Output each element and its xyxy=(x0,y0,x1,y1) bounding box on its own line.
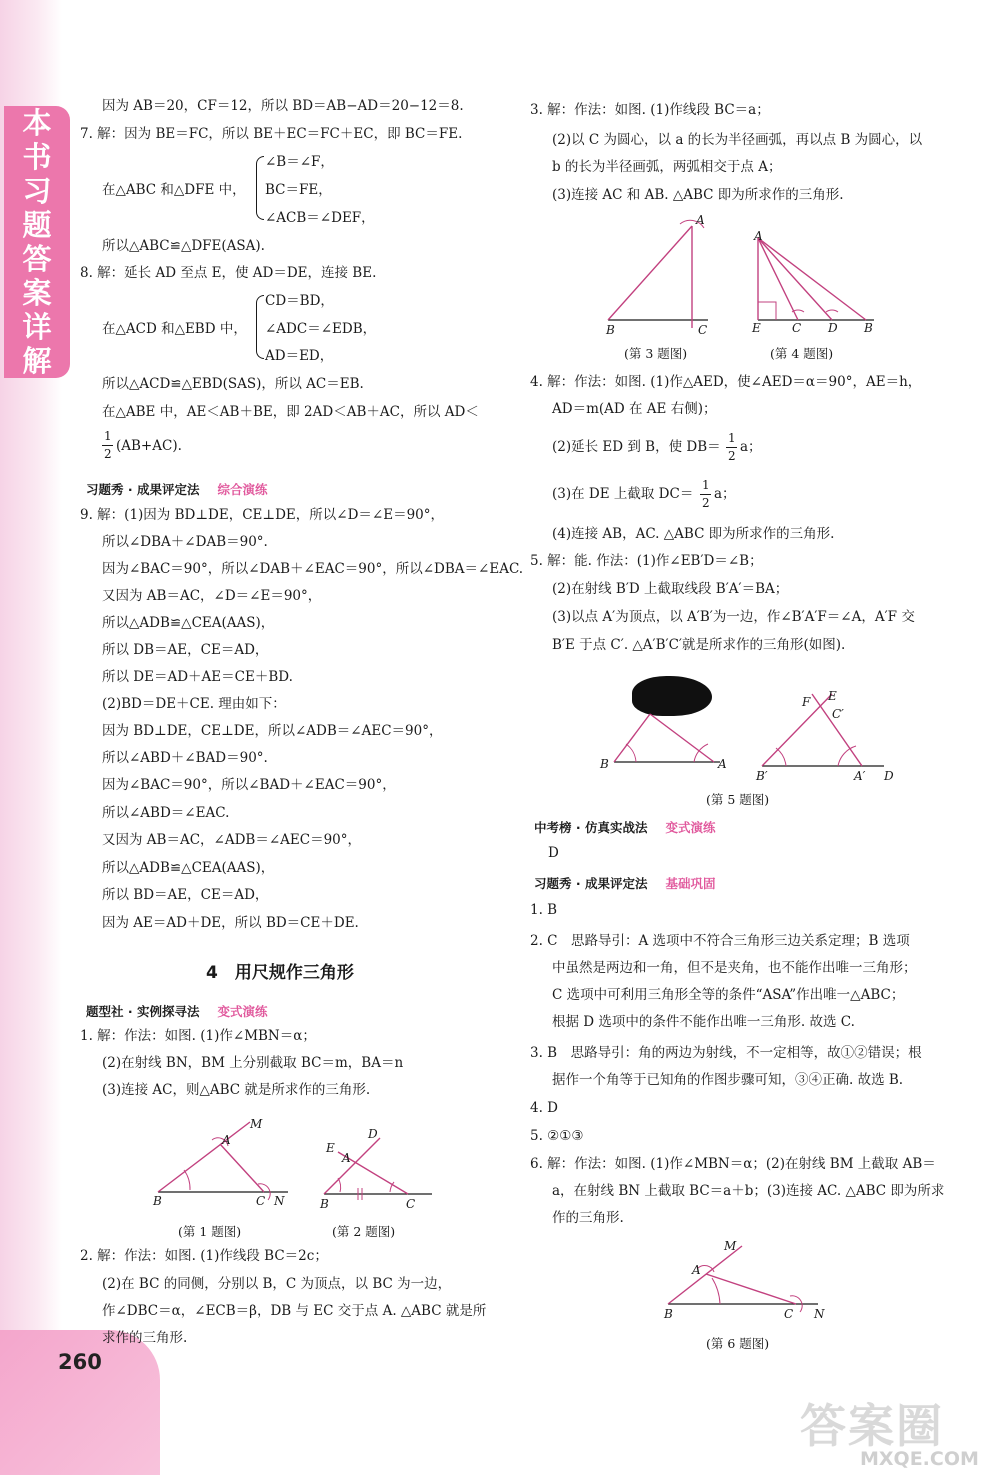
vertex-label: D xyxy=(884,769,894,783)
figure-5-right xyxy=(752,690,902,790)
text-line: 6. 解：作法：如图. (1)作∠MBN＝α；(2)在射线 BM 上截取 AB＝ xyxy=(530,1156,936,1172)
text-line: ∠ACB＝∠DEF， xyxy=(265,210,375,226)
vertex-label: D xyxy=(368,1127,378,1141)
text-line: 作的三角形. xyxy=(552,1210,624,1226)
text-line: (2)在 BC 的同侧，分别以 B，C 为顶点，以 BC 为一边， xyxy=(102,1276,452,1292)
text-line: 在△ABE 中，AE＜AB＋BE，即 2AD＜AB＋AC，所以 AD＜ xyxy=(102,404,479,420)
fraction-numerator: 1 xyxy=(728,431,736,445)
text-line: b 的长为半径画弧，两弧相交于点 A； xyxy=(552,159,782,175)
fraction-numerator: 1 xyxy=(104,429,112,443)
text-line: 所以△ACD≌△EBD(SAS)，所以 AC＝EB. xyxy=(102,376,364,392)
figure-caption: (第 2 题图) xyxy=(332,1224,396,1239)
figure-caption: (第 1 题图) xyxy=(178,1224,242,1239)
vertex-label: N xyxy=(814,1307,825,1321)
text-line: 因为 AE＝AD＋DE，所以 BD＝CE＋DE. xyxy=(102,915,359,931)
text-line: 所以∠ABD＝∠EAC. xyxy=(102,805,230,821)
tab-char: 案 xyxy=(22,276,52,310)
text-line: 1. B xyxy=(530,902,558,918)
text-line: CD＝BD， xyxy=(265,293,334,309)
text-line: (2)以 C 为圆心，以 a 的长为半径画弧，再以点 B 为圆心，以 xyxy=(552,132,923,148)
text-line: (AB+AC). xyxy=(116,438,182,454)
vertex-label: A xyxy=(222,1133,231,1147)
fraction-denominator: 2 xyxy=(702,496,710,510)
text-line: 求作的三角形. xyxy=(102,1330,188,1346)
tab-char: 习 xyxy=(22,174,52,208)
text-line: 因为 AB＝20，CF＝12，所以 BD＝AB−AD＝20−12＝8. xyxy=(102,98,464,114)
text-line: a； xyxy=(714,486,736,502)
text-line: 所以 DB＝AE，CE＝AD， xyxy=(102,642,269,658)
text-line: 所以 DE＝AD＋AE＝CE＋BD. xyxy=(102,669,293,685)
text-line: (3)连接 AC 和 AB. △ABC 即为所求作的三角形. xyxy=(552,187,844,203)
vertex-label: E xyxy=(828,689,837,703)
text-line: AD＝ED， xyxy=(265,348,334,364)
fraction-denominator: 2 xyxy=(728,449,736,463)
fraction-denominator: 2 xyxy=(104,447,112,461)
figure-caption: (第 4 题图) xyxy=(770,346,834,361)
sidebar-tab xyxy=(4,106,70,378)
text-line: a，在射线 BN 上截取 BC＝a＋b；(3)连接 AC. △ABC 即为所求 xyxy=(552,1183,945,1199)
vertex-label: E xyxy=(752,321,761,335)
text-line: (3)以点 A′为顶点，以 A′B′为一边，作∠B′A′F＝∠A，A′F 交 xyxy=(552,609,915,625)
text-line: 9. 解：(1)因为 BD⊥DE，CE⊥DE，所以∠D＝∠E＝90°， xyxy=(80,507,444,523)
section-title: 4 用尺规作三角形 xyxy=(206,963,354,983)
text-line: 8. 解：延长 AD 至点 E，使 AD＝DE，连接 BE. xyxy=(80,265,377,281)
text-line: 又因为 AB＝AC，∠D＝∠E＝90°， xyxy=(102,588,322,604)
section-header: 习题秀 · 成果评定法 基础巩固 xyxy=(534,876,716,891)
vertex-label: A xyxy=(692,1263,701,1277)
text-line: 因为∠BAC＝90°，所以∠BAD＋∠EAC＝90°， xyxy=(102,777,396,793)
vertex-label: A xyxy=(342,1151,351,1165)
text-line: 4. 解：作法：如图. (1)作△AED，使∠AED＝α＝90°，AE＝h， xyxy=(530,374,922,390)
vertex-label: B xyxy=(864,321,873,335)
text-line: 所以△ADB≌△CEA(AAS)， xyxy=(102,615,275,631)
figure-3 xyxy=(600,212,720,337)
text-line: 所以∠DBA＋∠DAB＝90°. xyxy=(102,534,268,550)
text-line: 4. D xyxy=(530,1100,558,1116)
brace xyxy=(256,295,264,359)
brace xyxy=(256,156,264,220)
vertex-label: C xyxy=(406,1197,416,1211)
page-number: 260 xyxy=(58,1350,102,1374)
text-line: 所以△ADB≌△CEA(AAS)， xyxy=(102,860,275,876)
watermark-url: MXQE.COM xyxy=(860,1448,979,1470)
text-line: ∠ADC＝∠EDB， xyxy=(265,321,377,337)
vertex-label: D xyxy=(828,321,838,335)
figure-caption: (第 6 题图) xyxy=(706,1336,770,1351)
text-line: D xyxy=(548,845,559,861)
figure-1 xyxy=(150,1110,300,1208)
text-line: 根据 D 选项中的条件不能作出唯一三角形. 故选 C. xyxy=(552,1014,855,1030)
figure-5-left xyxy=(598,708,738,780)
watermark: 答案圈 xyxy=(800,1399,944,1453)
vertex-label: B′ xyxy=(756,769,768,783)
text-line: 作∠DBC＝α，∠ECB＝β，DB 与 EC 交于点 A. △ABC 就是所 xyxy=(102,1303,487,1319)
vertex-label: C′ xyxy=(832,707,844,721)
text-line: 7. 解：因为 BE＝FC，所以 BE＋EC＝FC＋EC，即 BC＝FE. xyxy=(80,126,463,142)
text-line: 3. B 思路导引：角的两边为射线，不一定相等，故①②错误；根 xyxy=(530,1045,922,1061)
text-line: 据作一个角等于已知角的作图步骤可知，③④正确. 故选 B. xyxy=(552,1072,904,1088)
text-line: AD＝m(AD 在 AE 右侧)； xyxy=(552,401,717,417)
text-line: 在△ACD 和△EBD 中， xyxy=(102,321,247,337)
vertex-label: N xyxy=(274,1194,285,1208)
vertex-label: F xyxy=(802,695,811,709)
vertex-label: B xyxy=(606,323,615,337)
vertex-label: C xyxy=(784,1307,794,1321)
text-line: (4)连接 AB，AC. △ABC 即为所求作的三角形. xyxy=(552,526,835,542)
vertex-label: B xyxy=(664,1307,673,1321)
text-line: B′E 于点 C′. △A′B′C′就是所求作的三角形(如图). xyxy=(552,637,846,653)
vertex-label: A xyxy=(754,229,763,243)
text-line: 中虽然是两边和一角，但不是夹角，也不能作出唯一三角形； xyxy=(552,960,917,976)
vertex-label: B xyxy=(320,1197,329,1211)
tab-char: 题 xyxy=(22,208,52,242)
figure-caption: (第 3 题图) xyxy=(624,346,688,361)
text-line: 所以△ABC≌△DFE(ASA). xyxy=(102,238,265,254)
text-line: 因为∠BAC＝90°，所以∠DAB＋∠EAC＝90°，所以∠DBA＝∠EAC. xyxy=(102,561,524,577)
tab-char: 详 xyxy=(22,310,52,344)
tab-char: 本 xyxy=(22,106,52,140)
text-line: 又因为 AB＝AC，∠ADB＝∠AEC＝90°， xyxy=(102,832,362,848)
text-line: 1. 解：作法：如图. (1)作∠MBN＝α； xyxy=(80,1028,316,1044)
section-header: 习题秀 · 成果评定法 综合演练 xyxy=(86,482,268,497)
figure-4 xyxy=(748,226,883,336)
vertex-label: A xyxy=(696,213,705,227)
section-header: 题型社 · 实例探寻法 变式演练 xyxy=(86,1004,268,1019)
tab-char: 答 xyxy=(22,242,52,276)
text-line: BC＝FE， xyxy=(265,182,332,198)
vertex-label: M xyxy=(250,1117,263,1131)
text-line: 5. ②①③ xyxy=(530,1128,584,1144)
text-line: 2. C 思路导引：A 选项中不符合三角形三边关系定理；B 选项 xyxy=(530,933,910,949)
tab-char: 书 xyxy=(22,140,52,174)
figure-2 xyxy=(318,1122,438,1211)
text-line: 因为 BD⊥DE，CE⊥DE，所以∠ADB＝∠AEC＝90°， xyxy=(102,723,443,739)
text-line: (2)在射线 BN，BM 上分别截取 BC＝m，BA＝n xyxy=(102,1055,404,1071)
vertex-label: A′ xyxy=(854,769,866,783)
vertex-label: B xyxy=(600,757,609,771)
text-line: 所以∠ABD＋∠BAD＝90°. xyxy=(102,750,268,766)
vertex-label: B xyxy=(153,1194,162,1208)
text-line: 5. 解：能. 作法：(1)作∠EB′D＝∠B； xyxy=(530,553,763,569)
vertex-label: M xyxy=(724,1239,737,1253)
text-line: 3. 解：作法：如图. (1)作线段 BC＝a； xyxy=(530,102,770,118)
text-line: ∠B＝∠F， xyxy=(265,154,334,170)
text-line: C 选项中可利用三角形全等的条件“ASA”作出唯一△ABC； xyxy=(552,987,905,1003)
section-header: 中考榜 · 仿真实战法 变式演练 xyxy=(534,820,716,835)
text-line: (2)在射线 B′D 上截取线段 B′A′＝BA； xyxy=(552,581,789,597)
text-line: 所以 BD＝AE，CE＝AD， xyxy=(102,887,269,903)
text-line: (2)BD＝DE＋CE. 理由如下： xyxy=(102,696,286,712)
text-line: a； xyxy=(740,439,762,455)
text-line: (2)延长 ED 到 B，使 DB＝ xyxy=(552,439,721,455)
tab-char: 解 xyxy=(22,344,52,378)
fraction-numerator: 1 xyxy=(702,478,710,492)
text-line: 在△ABC 和△DFE 中， xyxy=(102,182,246,198)
text-line: (3)连接 AC，则△ABC 就是所求作的三角形. xyxy=(102,1082,371,1098)
text-line: 2. 解：作法：如图. (1)作线段 BC＝2c； xyxy=(80,1248,328,1264)
vertex-label: C xyxy=(256,1194,266,1208)
vertex-label: E xyxy=(326,1141,335,1155)
vertex-label: C xyxy=(792,321,802,335)
figure-caption: (第 5 题图) xyxy=(706,792,770,807)
text-line: (3)在 DE 上截取 DC＝ xyxy=(552,486,694,502)
vertex-label: C xyxy=(698,323,708,337)
vertex-label: A xyxy=(718,757,727,771)
figure-6 xyxy=(660,1232,830,1327)
